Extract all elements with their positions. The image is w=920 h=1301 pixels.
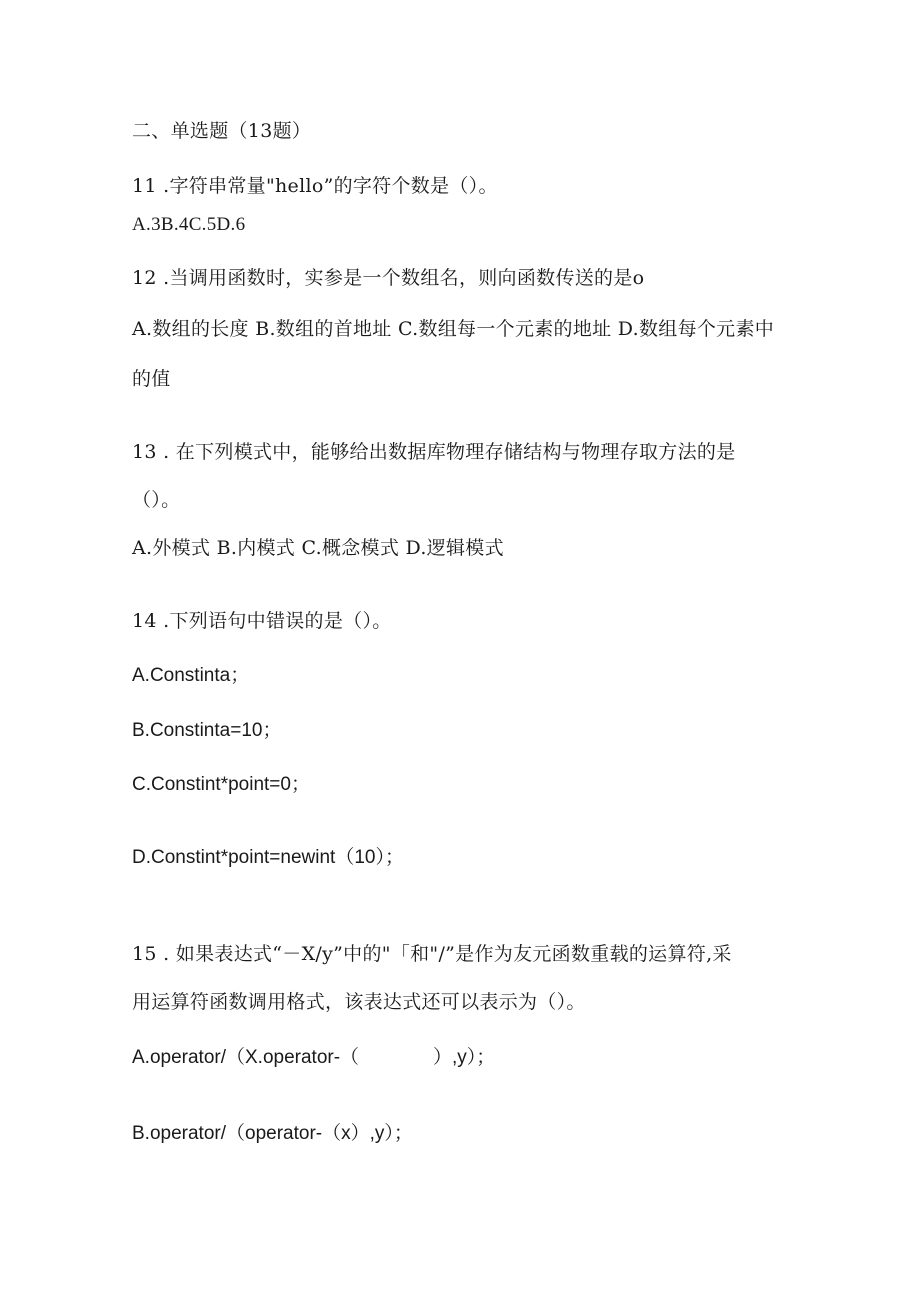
question-15-stem-line-2: 用运算符函数调用格式，该表达式还可以表示为（）。 xyxy=(132,991,586,1013)
question-11-stem: 11 .字符串常量"hello”的字符个数是（）。 xyxy=(132,175,498,197)
section-heading: 二、单选题（13题） xyxy=(132,120,312,142)
question-15-option-a: A.operator/（X.operator-（ ）,y）； xyxy=(132,1047,496,1068)
question-15-option-b: B.operator/（operator-（x）,y）； xyxy=(132,1123,413,1144)
question-12-options-line-1: A.数组的长度 B.数组的首地址 C.数组每一个元素的地址 D.数组每个元素中 xyxy=(132,318,775,340)
question-14-stem: 14 .下列语句中错误的是（）。 xyxy=(132,610,392,632)
question-14-option-c: C.Constint*point=0； xyxy=(132,774,310,795)
question-14-option-b: B.Constinta=10； xyxy=(132,720,282,741)
question-13-stem-line-1: 13 . 在下列模式中，能够给出数据库物理存储结构与物理存取方法的是 xyxy=(132,441,736,463)
question-13-stem-line-2: （）。 xyxy=(132,489,181,511)
question-15-stem-line-1: 15 . 如果表达式“－X/y”中的"「和"/”是作为友元函数重载的运算符,采 xyxy=(132,943,732,965)
question-14-option-d: D.Constint*point=newint（10）； xyxy=(132,847,404,868)
question-11-options: A.3B.4C.5D.6 xyxy=(132,214,246,235)
question-12-options-line-2: 的值 xyxy=(132,368,171,390)
question-14-option-a: A.Constinta； xyxy=(132,665,250,686)
question-13-options: A.外模式 B.内模式 C.概念模式 D.逻辑模式 xyxy=(132,537,504,559)
question-12-stem: 12 .当调用函数时，实参是一个数组名，则向函数传送的是o xyxy=(132,267,645,289)
